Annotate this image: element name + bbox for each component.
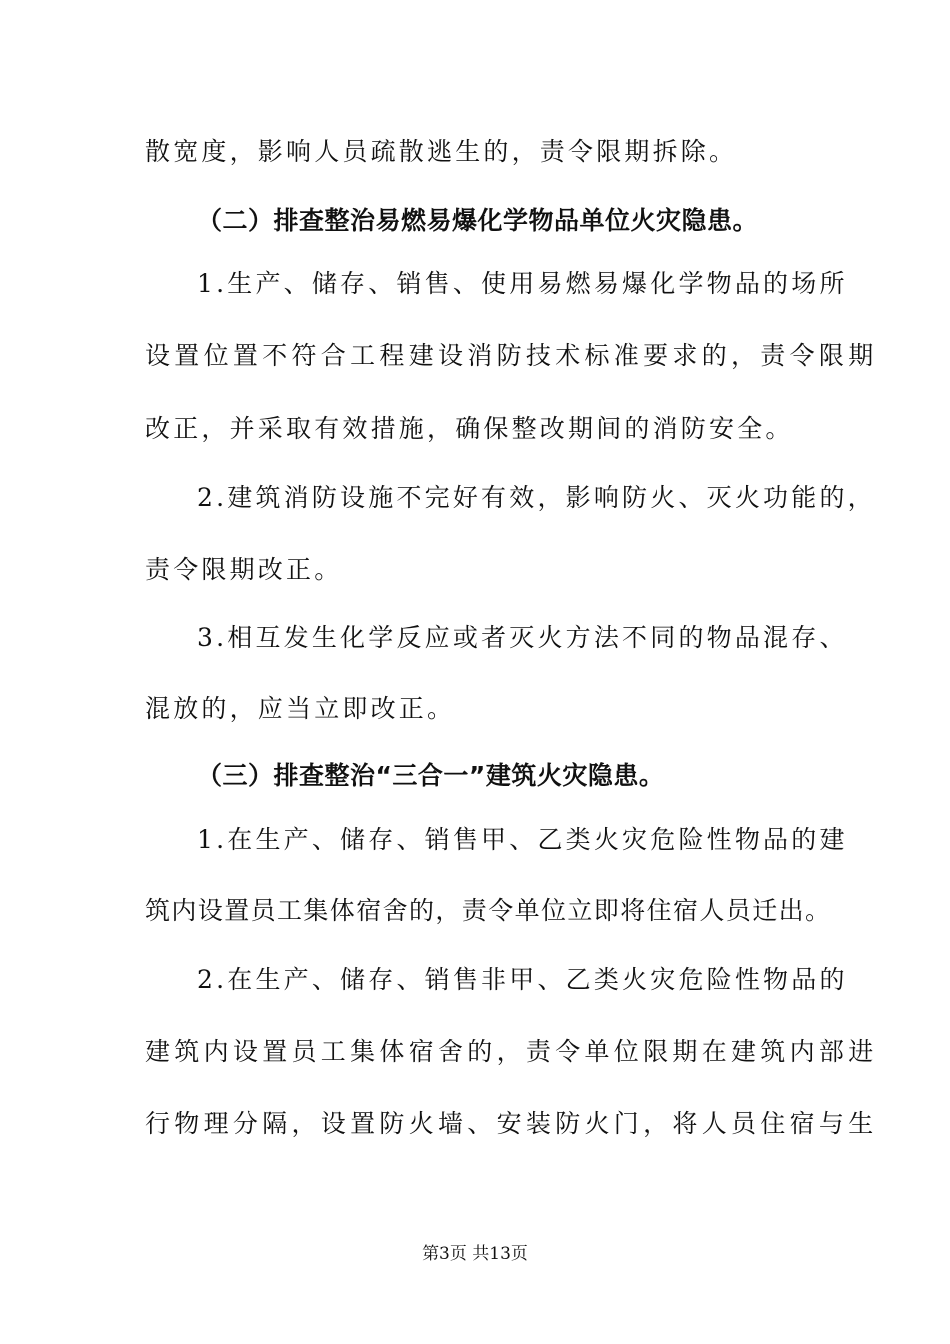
body-text-line: 行物理分隔，设置防火墙、安装防火门，将人员住宿与生: [145, 1109, 878, 1138]
body-text-line: 筑内设置员工集体宿舍的，责令单位立即将住宿人员迁出。: [145, 896, 832, 925]
body-text-line: 设置位置不符合工程建设消防技术标准要求的，责令限期: [145, 341, 878, 370]
body-text-line: 散宽度，影响人员疏散逃生的，责令限期拆除。: [145, 137, 738, 166]
body-text-line: 2.建筑消防设施不完好有效，影响防火、灭火功能的，: [197, 483, 876, 512]
body-text-line: 1.生产、储存、销售、使用易燃易爆化学物品的场所: [197, 269, 848, 298]
section-heading: （三）排查整治“三合一”建筑火灾隐患。: [197, 761, 665, 790]
body-text-line: 3.相互发生化学反应或者灭火方法不同的物品混存、: [197, 623, 848, 652]
body-text-line: 2.在生产、储存、销售非甲、乙类火灾危险性物品的: [197, 965, 848, 994]
page-number-footer: 第3页 共13页: [422, 1244, 528, 1264]
body-text-line: 责令限期改正。: [145, 555, 343, 584]
body-text-line: 混放的，应当立即改正。: [145, 694, 456, 723]
body-text-line: 建筑内设置员工集体宿舍的，责令单位限期在建筑内部进: [145, 1037, 878, 1066]
body-text-line: 1.在生产、储存、销售甲、乙类火灾危险性物品的建: [197, 825, 848, 854]
body-text-line: 改正，并采取有效措施，确保整改期间的消防安全。: [145, 414, 794, 443]
section-heading: （二）排查整治易燃易爆化学物品单位火灾隐患。: [197, 206, 759, 235]
